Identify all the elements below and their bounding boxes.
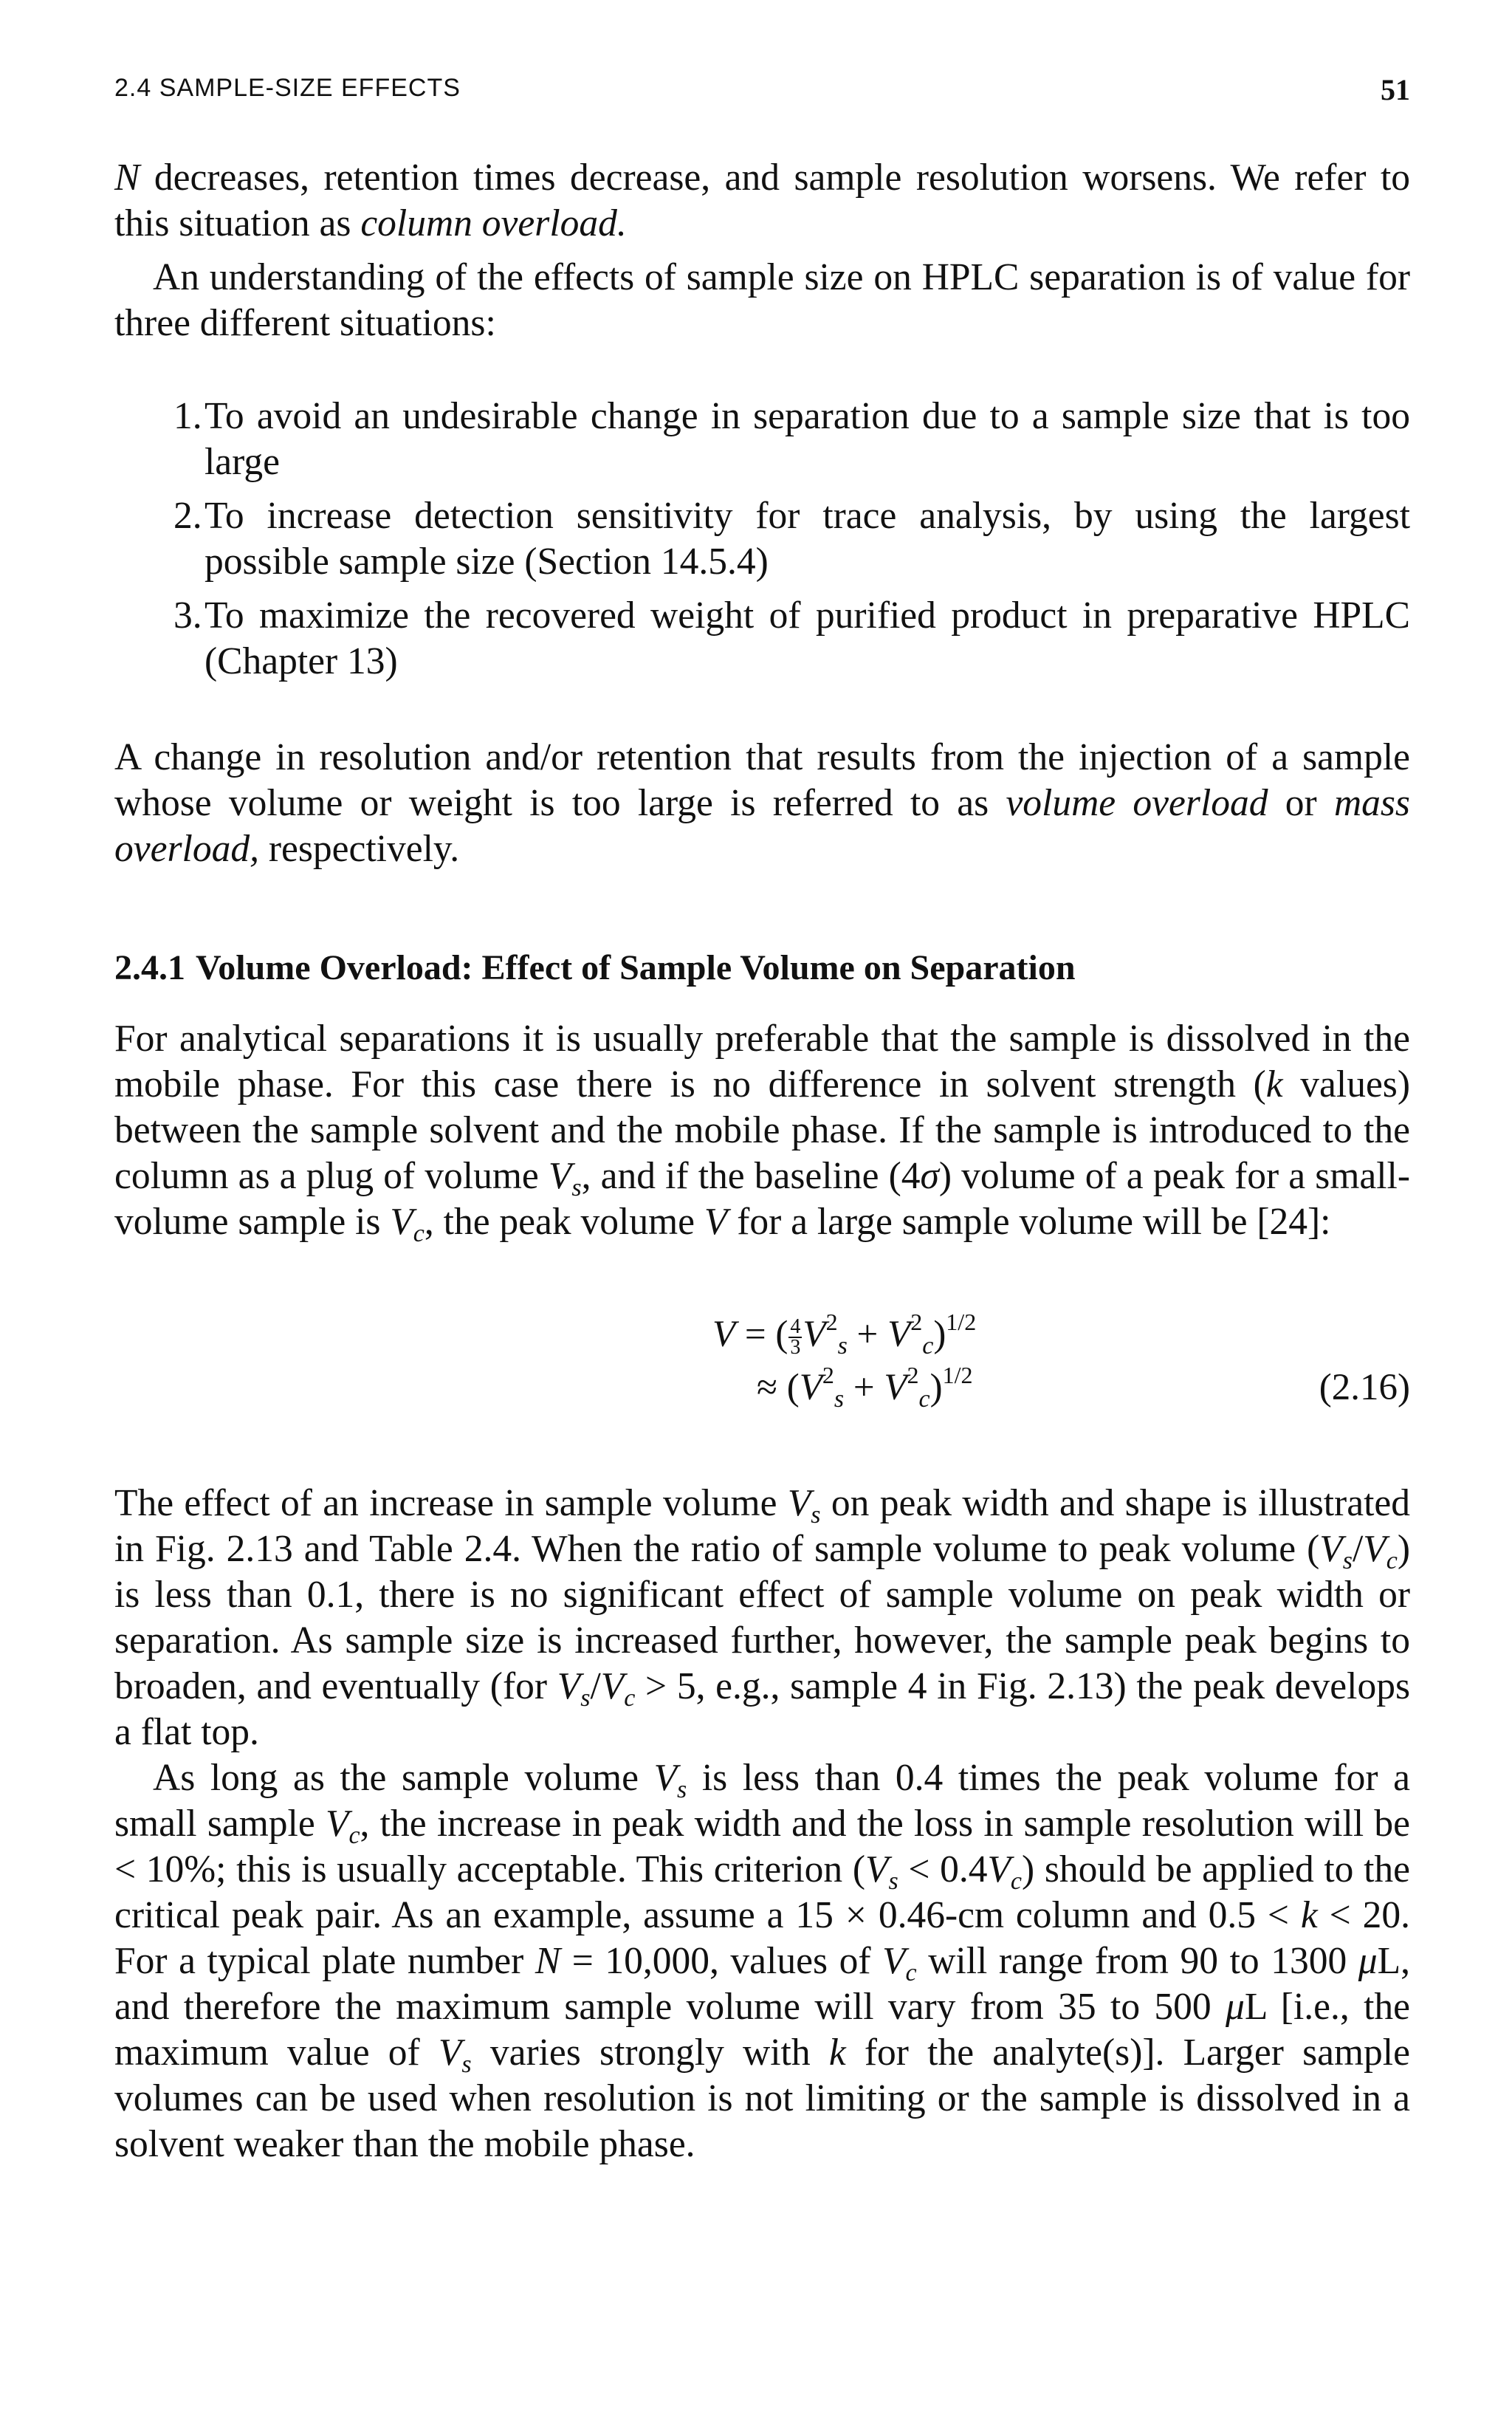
- intro-paragraph-1: N decreases, retention times decrease, and sample resolution worsens. We refer to this situation as column overload.: [114, 157, 1410, 244]
- page-header: [114, 74, 1410, 118]
- fraction: $\frac{4}{3}$: [790, 1315, 801, 1360]
- list-item: [173, 394, 1410, 485]
- numbered-list: [173, 394, 1410, 693]
- equation-line-1: V = ( $\frac{4}{3}$ $V^2_s + V^2_c)^{1/2}$: [712, 1309, 977, 1360]
- equation-number: (2.16): [1319, 1367, 1410, 1408]
- effect-paragraph: The effect of an increase in sample volume $V_s$ on peak width and shape is illustrated in Fig. 2.13 and Table 2.4. When the ratio of sample volume to peak volume $(V_s/V_c)$ is less than 0.1, there is no significant effect of sample volume on peak width or separation. As sample size is increased further, however, the sample peak begins to broaden, and eventually (for $V_s/V_c > 5$, e.g., sample 4 in Fig. 2.13) the peak develops a flat top.: [114, 1482, 1410, 1753]
- list-item-text: To maximize the recovered weight of purified product in preparative HPLC (Chapter 13): [205, 594, 1410, 682]
- list-item-number: 2.: [173, 495, 202, 537]
- list-item-text: To increase detection sensitivity for trace analysis, by using the largest possible sample size (Section 14.5.4): [205, 495, 1410, 583]
- intro-paragraph-2: An understanding of the effects of sample size on HPLC separation is of value for three different situations:: [114, 256, 1410, 344]
- running-head: 2.4 SAMPLE-SIZE EFFECTS: [114, 74, 461, 102]
- section-number: 2.4.1: [114, 948, 185, 987]
- list-item-number: 1.: [173, 395, 202, 437]
- overload-paragraph: A change in resolution and/or retention that results from the injection of a sample whose volume or weight is too large is referred to as volume overload or mass overload, respectively.: [114, 736, 1410, 870]
- volume-paragraph: For analytical separations it is usually preferable that the sample is dissolved in the mobile phase. For this case there is no difference in solvent strength (k values) between the sample solvent and the mobile phase. If the sample is introduced to the column as a plug of volume $V_s$, and if the baseline (4σ) volume of a peak for a small-volume sample is $V_c$, the peak volume V for a large sample volume will be [24]:: [114, 1018, 1411, 1247]
- section-title: Volume Overload: Effect of Sample Volume on Separation: [196, 948, 1076, 987]
- equation-2-16: [114, 1309, 1410, 1424]
- list-item: [173, 593, 1410, 685]
- page-number: 51: [1381, 73, 1410, 106]
- list-item-number: 3.: [173, 594, 202, 637]
- list-item: [173, 493, 1410, 585]
- equation-line-2: ≈ $(V^2_s + V^2_c)^{1/2}$: [757, 1362, 973, 1413]
- list-item-text: To avoid an undesirable change in separation due to a sample size that is too large: [205, 395, 1410, 483]
- sample-volume-paragraph: As long as the sample volume $V_s$ is less than 0.4 times the peak volume for a small sample $V_c$, the increase in peak width and the loss in sample resolution will be < 10%; this is usually acceptable. This criterion $(V_s < 0.4V_c)$ should be applied to the critical peak pair. As an example, assume a 15 × 0.46-cm column and 0.5 < k < 20. For a typical plate number N = 10,000, values of $V_c$ will range from 90 to 1300 μL, and therefore the maximum sample volume will vary from 35 to 500 μL [i.e., the maximum value of $V_s$ varies strongly with k for the analyte(s)]. Larger sample volumes can be used when resolution is not limiting or the sample is dissolved in a solvent weaker than the mobile phase.: [114, 1757, 1411, 2165]
- section-heading: [114, 947, 1410, 988]
